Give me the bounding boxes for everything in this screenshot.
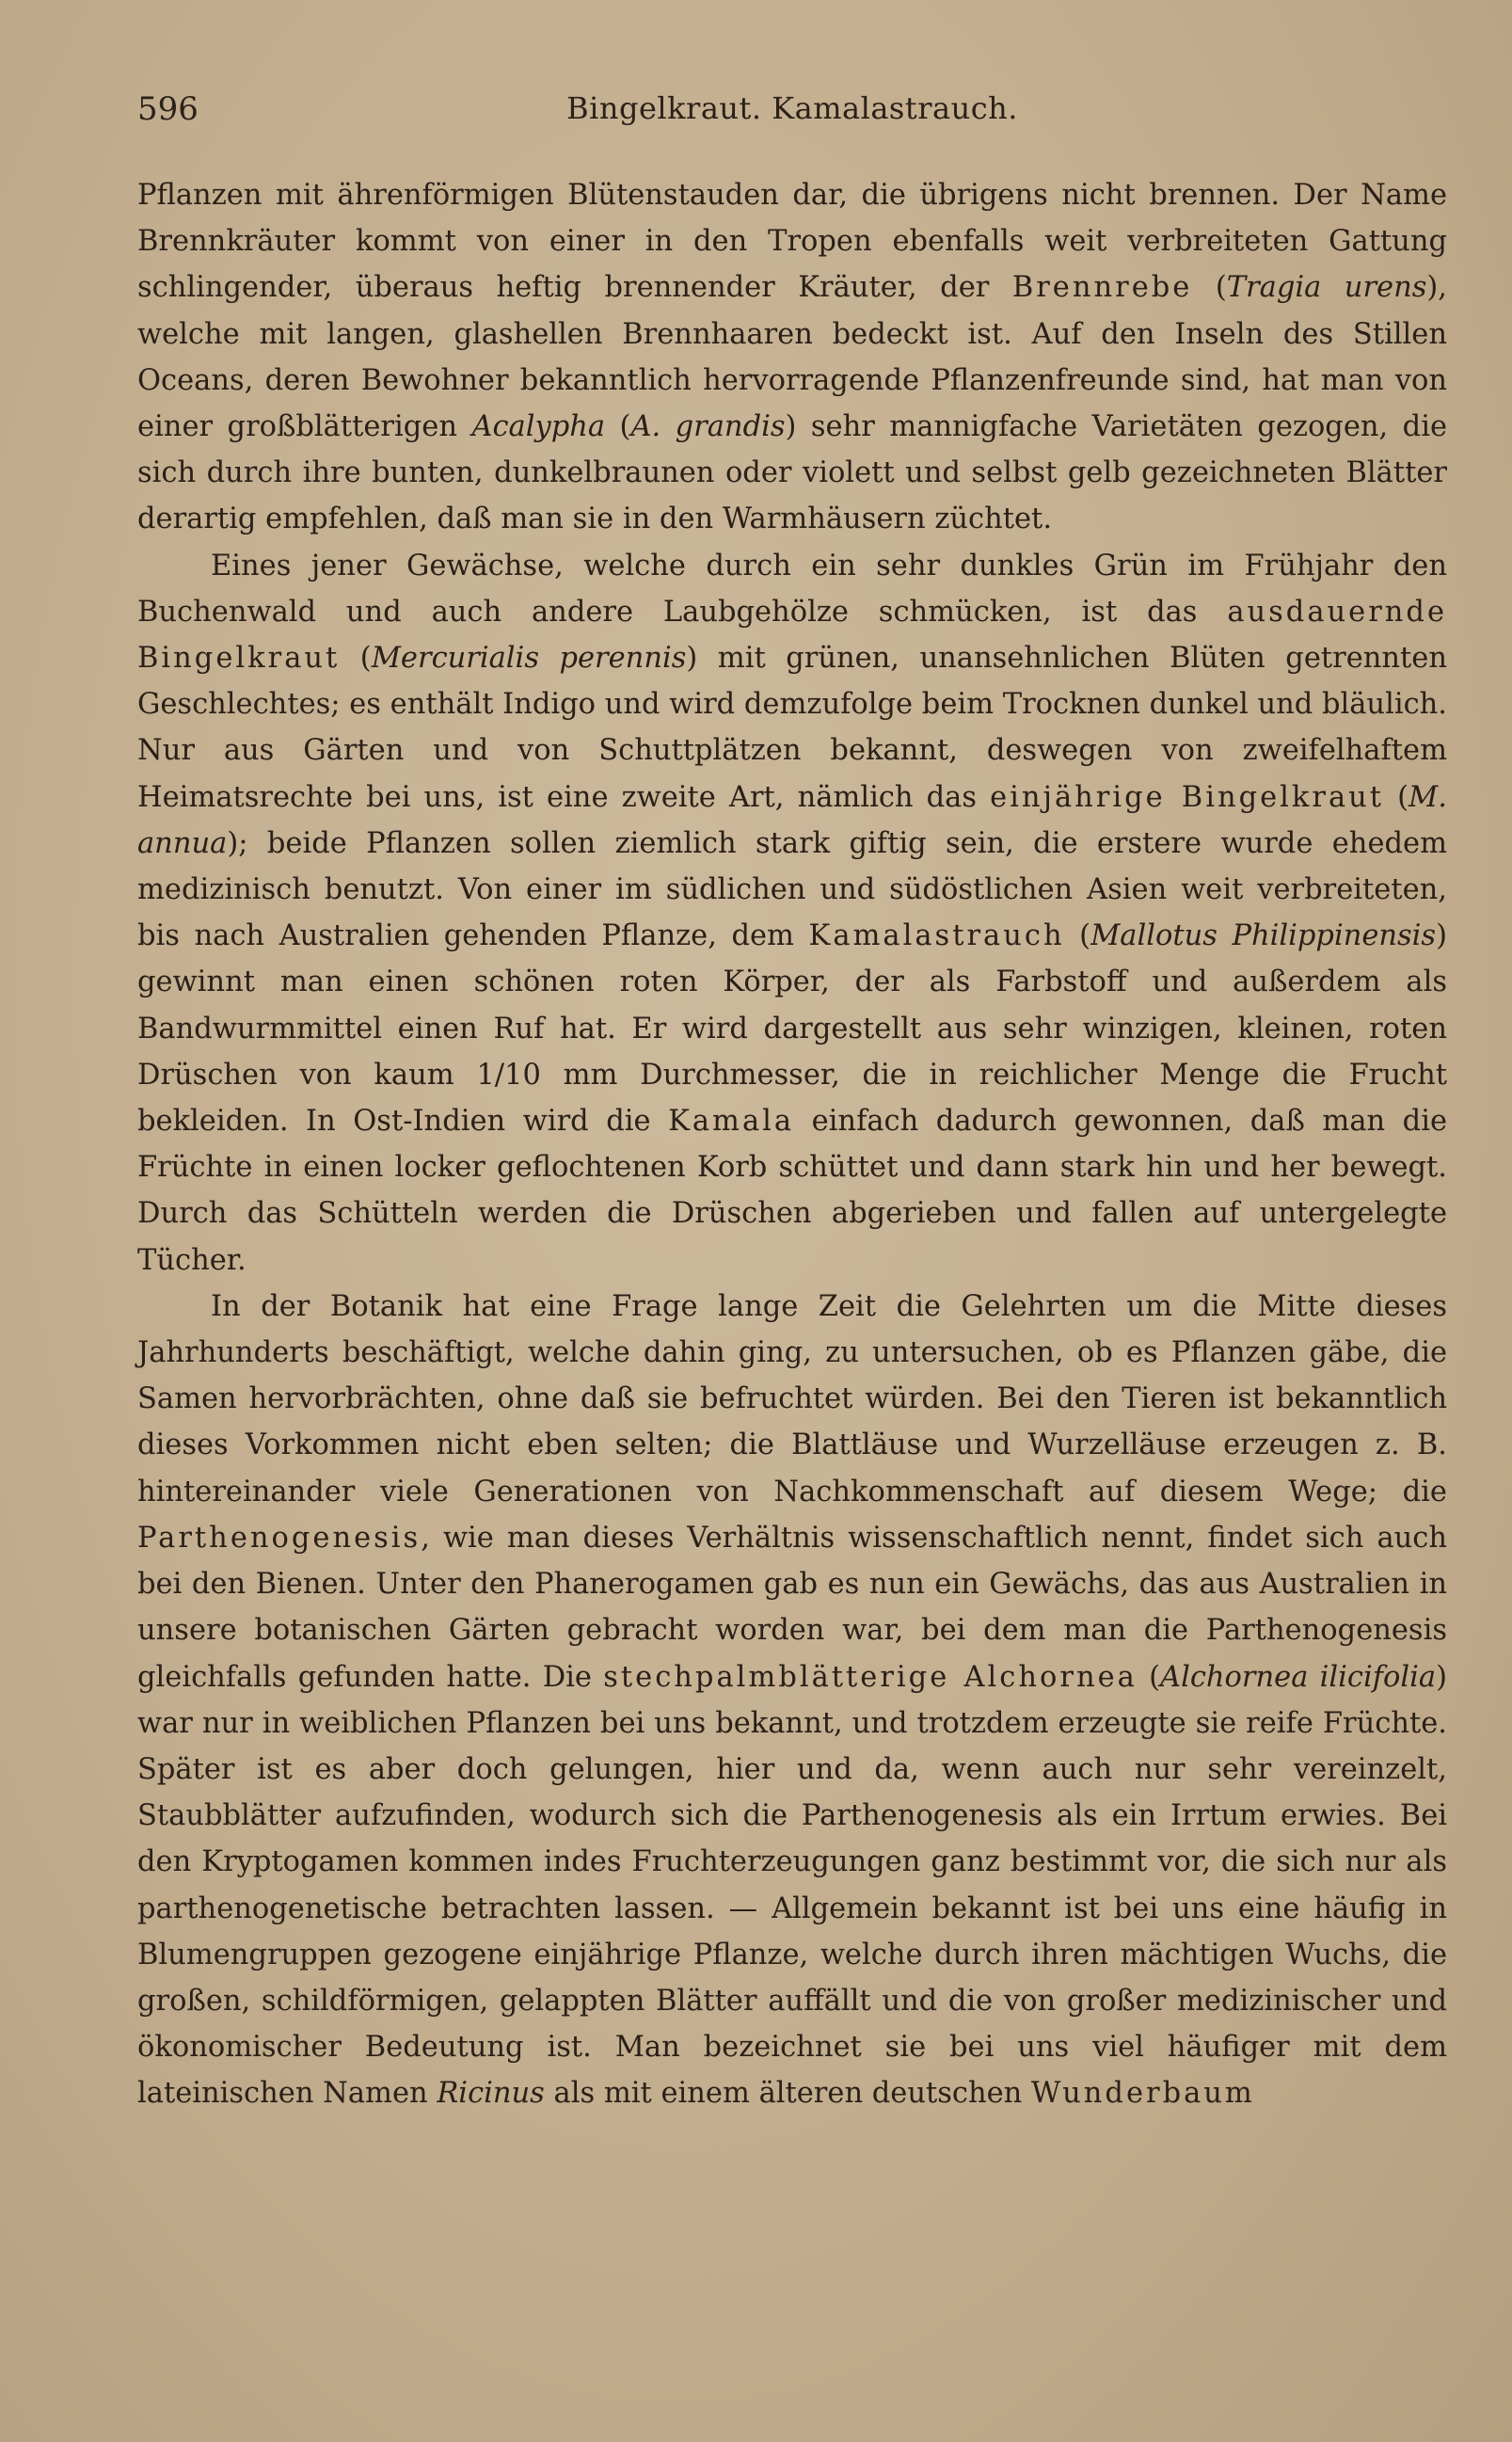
text-run: , wie man dieses Verhältnis wissenschaftlich nennt, findet sich auch bei den Bienen. Unter den Phanerogamen gab es nun ein Gewächs, das aus Australien in unsere botanischen Gärten gebracht worden war, bei dem man die Parthenogenesis gleichfalls gefunden hatte. Die bbox=[137, 1521, 1447, 1694]
body-text bbox=[137, 172, 1447, 2117]
latin-name: M. annua bbox=[137, 780, 1447, 860]
emphasized-term: ausdauernde Bingelkraut bbox=[137, 595, 1447, 676]
text-run: ) gewinnt man einen schönen roten Körper, der als Farbstoff und außerdem als Bandwurmmittel einen Ruf hat. Er wird dargestellt aus sehr winzigen, kleinen, roten Drüschen von kaum 1/10 mm Durchmesser, die in reichlicher Menge die Frucht bekleiden. In Ost-Indien wird die bbox=[137, 919, 1447, 1139]
page-number: 596 bbox=[137, 90, 199, 128]
text-run: als mit einem älteren deutschen bbox=[544, 2077, 1032, 2111]
text-run: ( bbox=[605, 410, 631, 444]
text-run: ) mit grünen, unansehnlichen Blüten getrennten Geschlechtes; es enthält Indigo und wird demzufolge beim Trocknen dunkel und bläulich. Nur aus Gärten und von Schuttplätzen bekannt, deswegen von zweifelhaftem Heimatsrechte bei uns, ist eine zweite Art, nämlich das bbox=[137, 642, 1447, 814]
text-run: ( bbox=[1137, 1660, 1161, 1694]
text-run: ) war nur in weiblichen Pflanzen bei uns bekannt, und trotzdem erzeugte sie reife Früchte. Später ist es aber doch gelungen, hier und da, wenn auch nur sehr vereinzelt, Staubblätter aufzufinden, wodurch sich die Parthenogenesis als ein Irrtum erwies. Bei den Kryptogamen kommen indes Fruchterzeugungen ganz bestimmt vor, die sich nur als parthenogenetische betrachten lassen. — Allgemein bekannt ist bei uns eine häufig in Blumengruppen gezogene einjährige Pflanze, welche durch ihren mächtigen Wuchs, die großen, schildförmigen, gelappten Blätter auffällt und die von großer medizinischer und ökonomischer Bedeutung ist. Man bezeichnet sie bei uns viel häufiger mit dem lateinischen Namen bbox=[137, 1660, 1447, 2111]
latin-name: Acalypha bbox=[471, 410, 606, 444]
page-header bbox=[137, 90, 1447, 137]
emphasized-term: Kamala bbox=[668, 1105, 795, 1139]
latin-name: Mercurialis perennis bbox=[371, 642, 687, 676]
emphasized-term: Brennrebe bbox=[1011, 271, 1193, 305]
text-run: ), welche mit langen, glashellen Brennhaaren bedeckt ist. Auf den Inseln des Stillen Oceans, deren Bewohner bekanntlich hervorragende Pflanzenfreunde sind, hat man von einer großblätterigen bbox=[137, 271, 1447, 444]
emphasized-term: Kamalastrauch bbox=[808, 919, 1065, 953]
latin-name: Mallotus Philippinensis bbox=[1090, 919, 1437, 953]
text-run: ( bbox=[1064, 919, 1091, 953]
latin-name: Ricinus bbox=[437, 2077, 545, 2111]
paragraph bbox=[137, 172, 1447, 543]
running-title: Bingelkraut. Kamalastrauch. bbox=[566, 90, 1018, 126]
emphasized-term: Wunderbaum bbox=[1031, 2077, 1255, 2111]
latin-name: Alchornea ilicifolia bbox=[1160, 1660, 1437, 1694]
latin-name: Tragia urens bbox=[1226, 271, 1427, 305]
emphasized-term: stechpalmblätterige Alchornea bbox=[603, 1660, 1138, 1694]
text-run: ( bbox=[1384, 780, 1409, 814]
paragraph bbox=[137, 1284, 1447, 2117]
text-run: Eines jener Gewächse, welche durch ein sehr dunkles Grün im Frühjahr den Buchenwald und auch andere Laubgehölze schmücken, ist das bbox=[137, 549, 1447, 629]
text-run: ( bbox=[340, 642, 372, 676]
text-run: Pflanzen mit ährenförmigen Blütenstauden dar, die übrigens nicht brennen. Der Name Brennkräuter kommt von einer in den Tropen ebenfalls weit verbreiteten Gattung schlingender, überaus heftig brennender Kräuter, der bbox=[137, 179, 1447, 305]
paragraph bbox=[137, 543, 1447, 1284]
text-run: In der Botanik hat eine Frage lange Zeit die Gelehrten um die Mitte dieses Jahrhunderts beschäftigt, welche dahin ging, zu untersuchen, ob es Pflanzen gäbe, die Samen hervorbrächten, ohne daß sie befruchtet würden. Bei den Tieren ist bekanntlich dieses Vorkommen nicht eben selten; die Blattläuse und Wurzelläuse erzeugen z. B. hintereinander viele Generationen von Nachkommenschaft auf diesem Wege; die bbox=[137, 1289, 1447, 1508]
emphasized-term: einjährige Bingelkraut bbox=[990, 780, 1385, 814]
text-run: einfach dadurch gewonnen, daß man die Früchte in einen locker geflochtenen Korb schüttet und dann stark hin und her bewegt. Durch das Schütteln werden die Drüschen abgerieben und fallen auf untergelegte Tücher. bbox=[137, 1105, 1448, 1277]
latin-name: A. grandis bbox=[630, 410, 786, 444]
text-run: ) sehr mannigfache Varietäten gezogen, die sich durch ihre bunten, dunkelbraunen oder violett und selbst gelb gezeichneten Blätter derartig empfehlen, daß man sie in den Warmhäusern züchtet. bbox=[137, 410, 1448, 536]
text-run: ( bbox=[1192, 271, 1227, 305]
emphasized-term: Parthenogenesis bbox=[137, 1521, 422, 1555]
text-run: ); beide Pflanzen sollen ziemlich stark giftig sein, die erstere wurde ehedem medizinisch benutzt. Von einer im südlichen und südöstlichen Asien weit verbreiteten, bis nach Australien gehenden Pflanze, dem bbox=[137, 826, 1447, 953]
